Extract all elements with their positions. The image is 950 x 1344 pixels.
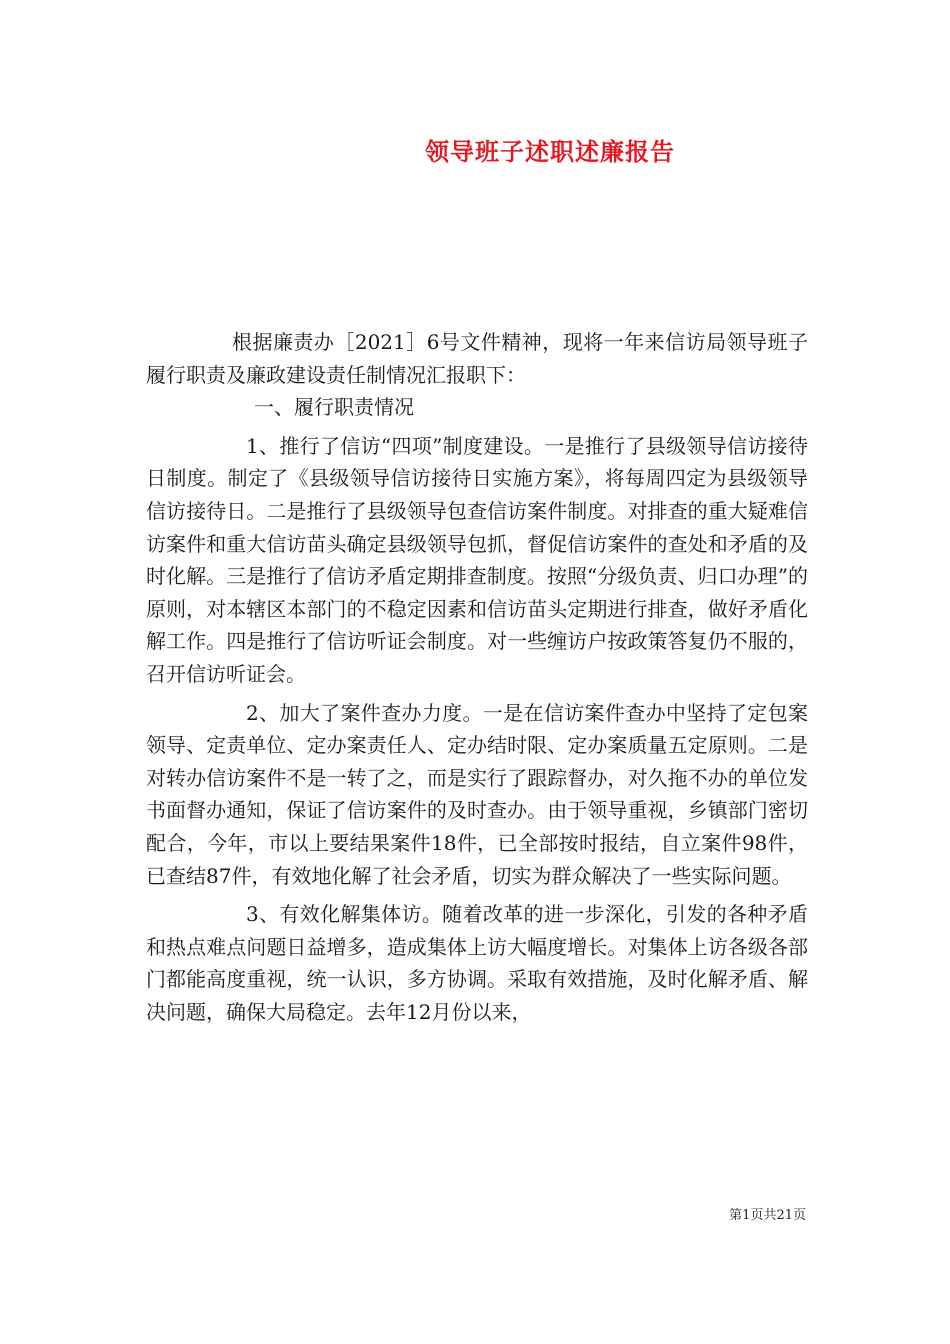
document-title: 领导班子述职述廉报告 [425, 137, 675, 166]
intro-paragraph: 根据廉责办［2021］6号文件精神，现将一年来信访局领导班子履行职责及廉政建设责任制情况汇报职下： [146, 330, 808, 387]
section-heading: 一、履行职责情况 [254, 395, 414, 420]
page-footer: 第1页共21页 [729, 1208, 806, 1223]
document-body [146, 326, 808, 1028]
paragraph-item-1: 1、推行了信访“四项”制度建设。一是推行了县级领导信访接待日制度。制定了《县级领导信访接待日实施方案》，将每周四定为县级领导信访接待日。二是推行了县级领导包查信访案件制度。对排查的重大疑难信访案件和重大信访苗头确定县级领导包抓，督促信访案件的查处和矛盾的及时化解。三是推行了信访矛盾定期排查制度。按照“分级负责、归口办理”的原则，对本辖区本部门的不稳定因素和信访苗头定期进行排查，做好矛盾化解工作。四是推行了信访听证会制度。对一些缠访户按政策答复仍不服的，召开信访听证会。 [146, 433, 808, 686]
paragraph-item-3: 3、有效化解集体访。随着改革的进一步深化，引发的各种矛盾和热点难点问题日益增多，造成集体上访大幅度增长。对集体上访各级各部门都能高度重视，统一认识，多方协调。采取有效措施，及时化解矛盾、解决问题，确保大局稳定。去年12月份以来， [146, 902, 808, 1024]
paragraph-item-2: 2、加大了案件查办力度。一是在信访案件查办中坚持了定包案领导、定责单位、定办案责任人、定办结时限、定办案质量五定原则。二是对转办信访案件不是一转了之，而是实行了跟踪督办，对久拖不办的单位发书面督办通知，保证了信访案件的及时查办。由于领导重视，乡镇部门密切配合，今年，市以上要结果案件18件，已全部按时报结，自立案件98件，已查结87件，有效地化解了社会矛盾，切实为群众解决了一些实际问题。 [146, 700, 808, 888]
